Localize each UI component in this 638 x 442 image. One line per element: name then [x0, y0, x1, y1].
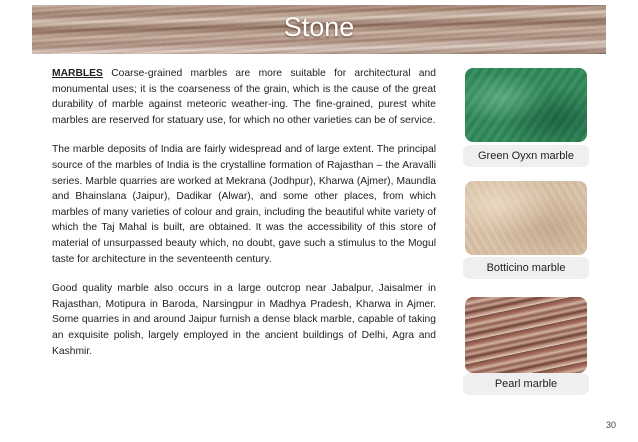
marbles-heading: MARBLES: [52, 68, 103, 79]
pearl-marble-image: [465, 297, 587, 373]
paragraph-jabalpur: Good quality marble also occurs in a large outcrop near Jabalpur, Jaisalmer in Rajasthan, Motipura in Baroda, Narsingpur in Madhya Pradesh, Kharwa in Ajmer. Some quarries in and around Jaipur furnish a dense black marble, capable of taking an exquisite polish, largely employed in the ancient buildings of Delhi, Agra and Kashmir.: [52, 283, 436, 357]
pearl-caption: Pearl marble: [463, 373, 589, 395]
paragraph-marbles: [52, 66, 436, 128]
paragraph-marbles-text: Coarse-grained marbles are more suitable for architectural and monumental uses; it is the coarseness of the grain, which is the cause of the great durability of marble against meteoric weather-ing. The fine-grained, purest white marbles are reserved for statuary use, for which no other varieties can be of service.: [52, 68, 436, 126]
body-text: [52, 66, 436, 373]
title-banner: [32, 5, 606, 54]
paragraph-deposits: The marble deposits of India are fairly widespread and of large extent. The principal source of the marbles of India is the crystalline formation of Rajasthan – the Aravalli series. Marble quarries are worked at Mekrana (Jodhpur), Kharwa (Ajmer), Maundla and Bhainslana (Jaipur), Dadikar (Alwar), and some other places, from which marbles of many varieties of colour and grain, including the beautiful white variety of which the Taj Mahal is built, are obtained. It was the accessibility of this store of material of unsurpassed beauty which, no doubt, gave such a stimulus to the Mogul taste for architecture in the seventeenth century.: [52, 144, 436, 265]
green-onyx-caption: Green Oyxn marble: [463, 145, 589, 167]
green-onyx-marble-image: [465, 68, 587, 142]
botticino-marble-image: [465, 181, 587, 255]
botticino-caption: Botticino marble: [463, 257, 589, 279]
slide-title: Stone: [283, 12, 355, 42]
page-number: 30: [605, 420, 616, 430]
